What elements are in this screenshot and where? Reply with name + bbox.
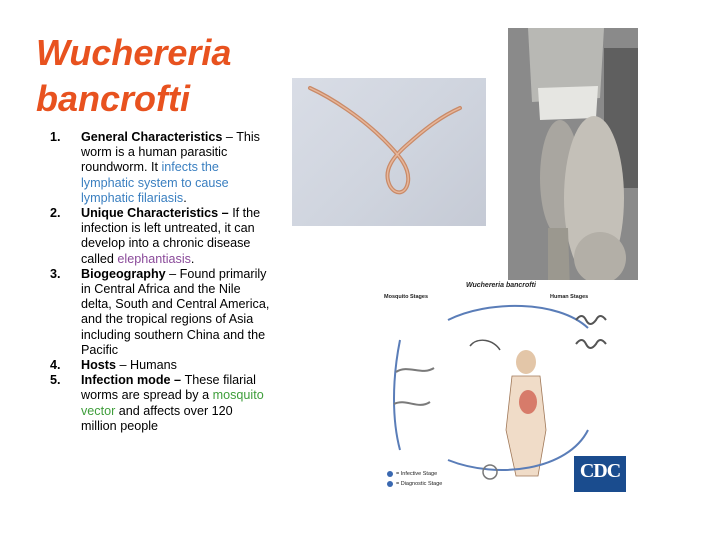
list-item — [48, 358, 270, 373]
slide-title — [36, 30, 276, 122]
cdc-logo-text: CDC — [579, 460, 621, 482]
item-text: These filarial worms are spread by a — [81, 373, 256, 403]
item-number: 2. — [50, 206, 61, 221]
item-term: Biogeography — [81, 266, 166, 281]
item-text: – Humans — [116, 358, 177, 373]
item-term: Unique Characteristics – — [81, 206, 233, 221]
patient-illustration — [508, 28, 638, 292]
item-after: . — [183, 190, 187, 205]
mosquito-stages-label: Mosquito Stages — [384, 294, 429, 300]
item-text: If the infection is left untreated, it can develop into a chronic disease called — [81, 206, 261, 266]
legend-infective: = Infective Stage — [396, 471, 438, 477]
human-stages-label: Human Stages — [550, 294, 589, 300]
item-text: – Found primarily in Central Africa and the Nile delta, South and Central America, and the tropical regions of Asia including southern China and the Pacific — [81, 266, 270, 357]
elephantiasis-patient-image — [508, 28, 638, 292]
life-cycle-diagram — [378, 280, 640, 496]
item-term: Infection mode – — [81, 373, 185, 388]
title-line-1: Wuchereria — [36, 32, 232, 73]
list-item — [48, 373, 270, 434]
microscope-worm-image — [292, 78, 486, 226]
diagram-title: Wuchereria bancrofti — [466, 282, 536, 289]
item-number: 1. — [50, 130, 61, 144]
item-separator: – — [222, 130, 237, 144]
item-after: and affects over 120 million people — [81, 403, 233, 433]
characteristics-list — [48, 130, 270, 434]
list-item — [48, 206, 270, 267]
item-number: 5. — [50, 373, 61, 388]
item-highlight: mosquito vector — [81, 388, 264, 418]
item-text: This worm is a human parasitic roundworm. It — [81, 130, 260, 175]
item-number: 4. — [50, 358, 61, 373]
list-item — [48, 130, 270, 206]
item-term: General Characteristics — [81, 130, 223, 144]
legend-diagnostic: = Diagnostic Stage — [396, 481, 443, 487]
item-highlight: elephantiasis — [117, 251, 191, 266]
item-after: . — [190, 251, 195, 266]
item-highlight: infects the lymphatic system to cause lymphatic filariasis — [81, 160, 229, 205]
item-number: 3. — [50, 266, 61, 281]
cdc-logo-icon — [574, 456, 626, 492]
item-term: Hosts — [81, 358, 116, 373]
title-line-2: bancrofti — [36, 78, 191, 119]
list-item — [48, 267, 270, 358]
worm-illustration — [292, 78, 486, 226]
